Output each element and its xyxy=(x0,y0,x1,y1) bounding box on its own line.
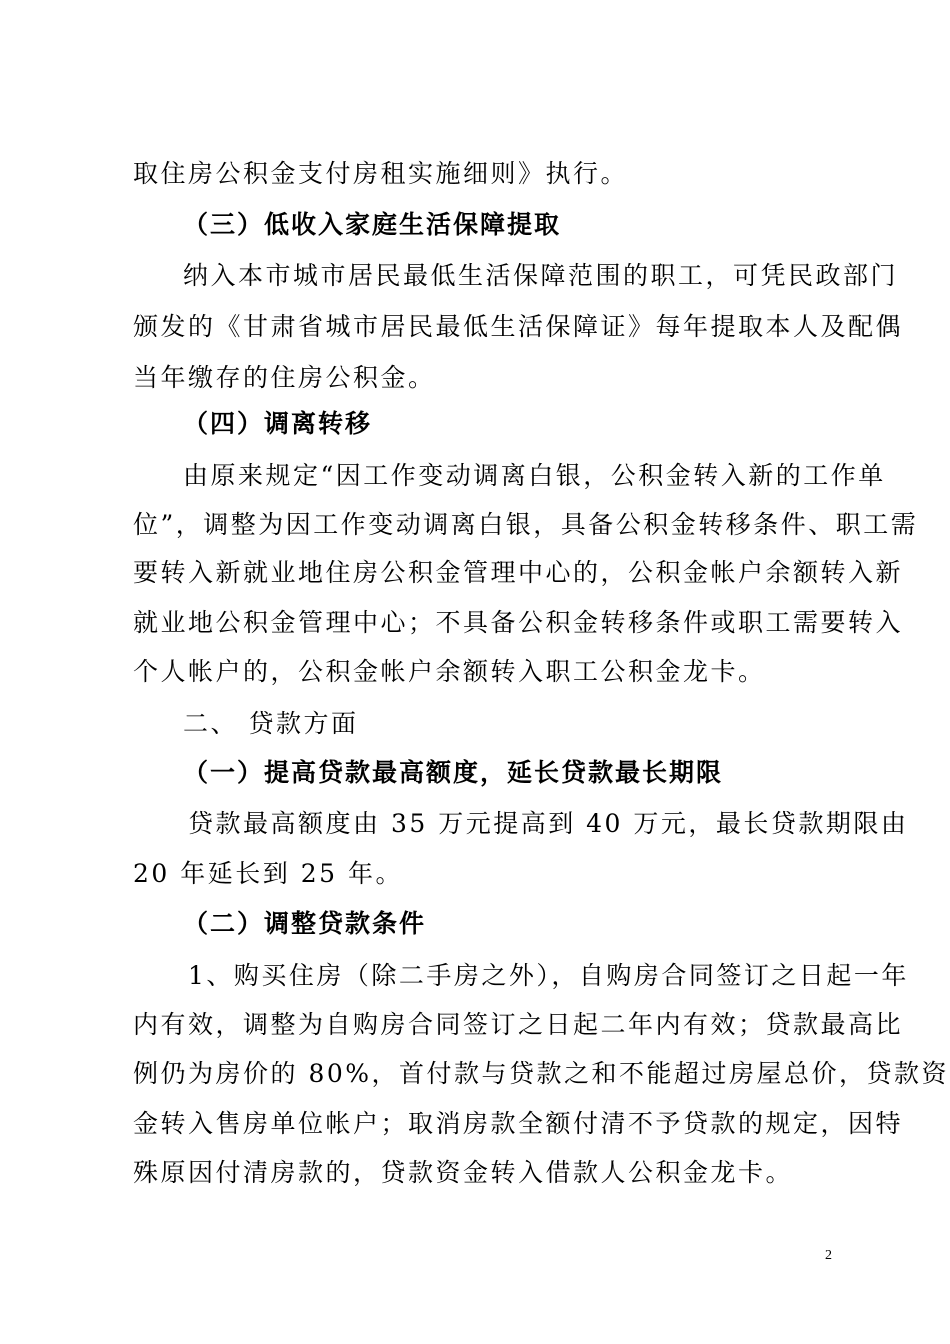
body-text-line: 由原来规定“因工作变动调离白银，公积金转入新的工作单 xyxy=(183,461,886,490)
section-heading-loan-limit: （一）提高贷款最高额度，延长贷款最长期限 xyxy=(183,758,724,787)
body-text-line: 个人帐户的，公积金帐户余额转入职工公积金龙卡。 xyxy=(133,657,766,686)
body-text-line: 当年缴存的住房公积金。 xyxy=(133,363,436,392)
body-text-line: 20 年延长到 25 年。 xyxy=(133,859,403,888)
section-heading-transfer: （四）调离转移 xyxy=(183,409,373,438)
body-text-line: 纳入本市城市居民最低生活保障范围的职工，可凭民政部门 xyxy=(183,261,899,290)
body-text-line: 例仍为房价的 80%，首付款与贷款之和不能超过房屋总价，贷款资 xyxy=(133,1059,950,1088)
body-text-line: 内有效，调整为自购房合同签订之日起二年内有效；贷款最高比 xyxy=(133,1010,904,1039)
body-text-line: 颁发的《甘肃省城市居民最低生活保障证》每年提取本人及配偶 xyxy=(133,312,904,341)
chapter-heading-loans: 二、 贷款方面 xyxy=(183,709,359,738)
body-text-line: 取住房公积金支付房租实施细则》执行。 xyxy=(133,159,629,188)
body-text-line: 要转入新就业地住房公积金管理中心的，公积金帐户余额转入新 xyxy=(133,558,904,587)
body-text-line: 殊原因付清房款的，贷款资金转入借款人公积金龙卡。 xyxy=(133,1158,794,1187)
body-text-line: 金转入售房单位帐户；取消房款全额付清不予贷款的规定，因特 xyxy=(133,1109,904,1138)
body-text-line: 贷款最高额度由 35 万元提高到 40 万元，最长贷款期限由 xyxy=(188,809,909,838)
body-text-line: 就业地公积金管理中心；不具备公积金转移条件或职工需要转入 xyxy=(133,608,904,637)
section-heading-low-income: （三）低收入家庭生活保障提取 xyxy=(183,210,562,239)
section-heading-loan-conditions: （二）调整贷款条件 xyxy=(183,909,427,938)
body-text-line: 位”，调整为因工作变动调离白银，具备公积金转移条件、职工需 xyxy=(133,510,919,539)
page-number: 2 xyxy=(825,1248,832,1263)
body-text-line: 1、购买住房（除二手房之外），自购房合同签订之日起一年 xyxy=(188,961,909,990)
